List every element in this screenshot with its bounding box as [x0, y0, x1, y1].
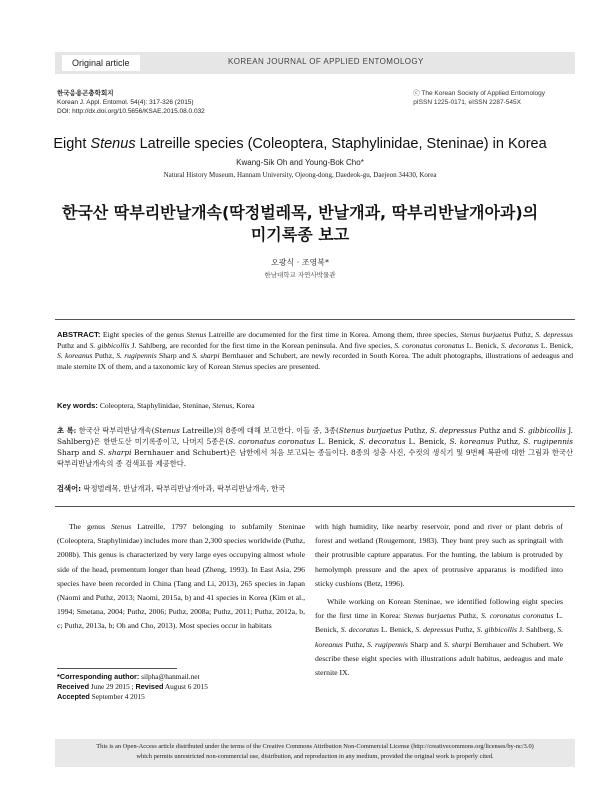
affiliation: Natural History Museum, Hannam University, Ojeong-dong, Daedeok-gu, Daejeon 34430, Korea [163, 171, 437, 179]
footnote [57, 672, 208, 702]
license-box [55, 739, 575, 767]
citation: Korean J. Appl. Entomol. 54(4): 317-326 (2015) [57, 99, 194, 106]
body-paragraph: The genus Stenus Latreille, 1797 belonging to subfamily Steninae (Coleoptera, Staphylinidae) includes more than 2,300 species worldwide (Puthz, 2008b). This genus is characterized by very large eyes occupying almost whole side of the head, prementum longer than head (Zheng, 1993). In East Asia, 296 species have been recorded in China (Tang and Li, 2013), 265 species in Japan (Naomi and Puthz, 2013; Naomi, 2015a, b) and 41 species in Korea (Kim et al., 1994; Smetana, 2004; Puthz, 2006; Puthz, 2008a; Puthz, 2011; Puthz, 2012a, b, c; Puthz, 2013a, b; Oh and Cho, 2013). Most species occur in habitats [57, 522, 305, 631]
copyright-block [413, 89, 545, 107]
korean-affiliation: 한남대학교 자연사박물관 [264, 271, 336, 279]
korean-authors: 오광식 · 조영복* [271, 258, 329, 267]
body-column-right [315, 520, 563, 680]
keywords: Key words: Coleoptera, Staphylinidae, Steninae, Stenus, Korea [57, 401, 255, 410]
korean-title: 한국산 딱부리반날개속(딱정벌레목, 반날개과, 딱부리반날개아과)의 미기록종 보고 [61, 203, 539, 244]
authors: Kwang-Sik Oh and Young-Bok Cho* [236, 158, 364, 167]
korean-journal-name: 한국응용곤충학회지 [57, 90, 114, 97]
license-line: This is an Open-Access article distributed under the terms of the Creative Commons Attribution Non-Commercial License (http://creativecommons.org/licenses/by-nc/3.0) [96, 743, 534, 750]
received-dates: Received June 29 2015 ; Revised August 6 2015 [57, 682, 208, 691]
body-paragraph: While working on Korean Steninae, we identified following eight species for the first time in Korea: Stenus burjaetus Puthz, S. coronatus coronatus L. Benick, S. decoratus L. Benick, S. depressus Puthz, S. gibbicollis J. Sahlberg, S. koreanus Puthz, S. rugipennis Sharp and S. sharpi Bernhauer and Schubert. We describe these eight species with illustrations adult habitus, aedeagus and male sternite IX. [315, 597, 563, 678]
divider [55, 319, 575, 320]
journal-banner: KOREAN JOURNAL OF APPLIED ENTOMOLOGY [228, 57, 424, 66]
korean-abstract: 초 록: 한국산 딱부리반날개속(Stenus Latreille)의 8종에 대해 보고한다. 이들 중, 3종(Stenus burjaetus Puthz, S. depressus Puthz and S. gibbicollis J. Sahlberg)은 한반도산 미기록종이고, 나머지 5종은(S. coronatus coronatus L. Benick, S. decoratus L. Benick, S. koreanus Puthz, S. rugipennis Sharp and S. sharpi Bernhauer and Schubert)은 남한에서 처음 보고되는 종들이다. 8종의 성충 사진, 수컷의 생식기 및 9번째 복판에 대한 그림과 한국산 딱부리반날개속의 종 검색표를 제공한다. [57, 426, 574, 468]
article-type-label: Original article [62, 55, 140, 71]
article-title: Eight Stenus Latreille species (Coleoptera, Staphylinidae, Steninae) in Korea [53, 136, 547, 152]
abstract: ABSTRACT: Eight species of the genus Stenus Latreille are documented for the first time in Korea. Among them, three species, Stenus burjaetus Puthz, S. depressus Puthz and S. gibbicollis J. Sahlberg, are recorded for the first time in the Korean peninsula. And five species, S. coronatus coronatus L. Benick, S. decoratus L. Benick, S. koreanus Puthz, S. rugipennis Sharp and S. sharpi Bernhauer and Schubert, are newly recorded in South Korea. The adult photographs, illustrations of aedeagus and male sternite IX of them, and a taxonomic key of Korean Stenus species are presented. [57, 330, 574, 371]
body-column-left [57, 520, 305, 634]
corresponding-author: *Corresponding author: silpha@hanmail.net [57, 672, 200, 681]
citation-block [57, 89, 205, 116]
body-paragraph: with high humidity, like nearby reservoir, pond and river or plant debris of forest and wetland (Rougemont, 1983). They hunt prey such as springtail with their protrusible capture apparatus. For the hunting, the labium is protruded by hemolymph pressure and the apex of protrusive apparatus is modified into sticky cushions (Betz, 1996). [315, 522, 563, 588]
korean-keywords: 검색어: 딱정벌레목, 반날개과, 딱부리반날개아과, 딱부리반날개속, 한국 [57, 484, 286, 493]
issn: pISSN 1225-0171, eISSN 2287-545X [413, 99, 521, 106]
divider [55, 506, 575, 507]
footnote-rule [57, 668, 177, 669]
copyright: ⓒ The Korean Society of Applied Entomology [413, 90, 545, 97]
license-line: which permits unrestricted non-commercial use, distribution, and reproduction in any medium, provided the original work is properly cited. [136, 753, 494, 760]
accepted-date: Accepted September 4 2015 [57, 692, 145, 701]
doi-link[interactable]: DOI: http://dx.doi.org/10.5656/KSAE.2015.08.0.032 [57, 108, 205, 115]
